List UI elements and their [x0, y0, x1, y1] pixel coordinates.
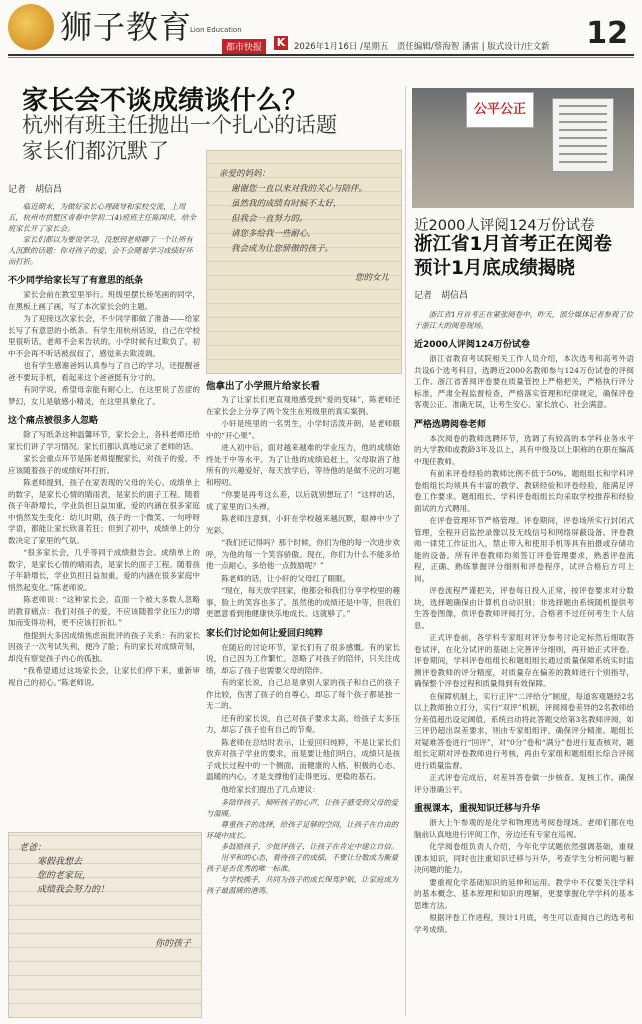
section-title: 狮子教育 — [60, 8, 193, 46]
paragraph: “现在，每天放学回家，他都会和我们分享学校里的趣事，脸上的笑容也多了。虽然他的成绩还是中等，但我们更愿意看到他健康快乐地成长。这就够了。” — [206, 586, 400, 618]
masthead-rule-thin — [8, 57, 634, 58]
paragraph: 他给家长们提出了几点建议： — [221, 784, 320, 794]
note-line: 你的孩子 — [154, 939, 191, 949]
handwritten-note-text — [9, 833, 201, 959]
paragraph: 还有的家长说，自己对孩子要求太高，给孩子太多压力，却忘了孩子也有自己的节奏。 — [206, 713, 400, 734]
note-line: 成绩我会努力的！ — [37, 885, 110, 895]
paragraph: 化学阅卷组负责人介绍，今年化学试题依然强调基础，重视课本知识，同时也注重知识迁移与升华，考查学生分析问题与解决问题的能力。 — [414, 842, 634, 874]
section-heading: 家长们讨论如何让爱回归纯粹 — [206, 628, 324, 639]
paragraph: 进入初中后，面对越来越难的学业压力，他的成绩始终处于中等水平。为了让他的成绩追赶上，父母取消了他所有的兴趣爱好，每天放学后，等待他的是做不完的习题和唠叨。 — [206, 443, 400, 487]
note-line: 您的老家玩， — [37, 871, 92, 881]
lion-logo-icon — [8, 4, 54, 50]
suggestion-list — [206, 797, 400, 896]
paragraph: 根据评卷工作进程，预计1月底，考生可以查阅自己的选考和学考成绩。 — [414, 913, 634, 934]
section-body — [414, 817, 634, 935]
paragraph: 正式评卷前，各学科专家组对评分参考讨论定标然后细取答卷试评，在化分试评的基础上完善评分细则，再开始正式评卷。评卷期间，学科评卷组组长和题组组长通过质量保障系统实时监测评卷教师的评分精度，对质量存在偏差的教师进行个别指导，确保整个评卷过程和质量得到有效保障。 — [414, 633, 634, 688]
paragraph: 陈老师的话，让小轩的父母红了眼眶。 — [221, 573, 351, 583]
note-line: 请您多给我一些耐心， — [231, 229, 317, 239]
lead-paragraph-2: 家长们都以为要说学习，没想到老师聊了一个让所有人沉默的话题：你对孩子的爱，会不会随着学习成绩好坏而打折。 — [8, 235, 193, 266]
main-subhead-line-2: 家长们都沉默了 — [22, 139, 169, 163]
note-line: 我会成为让您骄傲的孩子。 — [231, 244, 334, 254]
suggestion-item: 多陪伴孩子，倾听孩子的心声，让孩子感受到父母的爱与温暖。 — [206, 798, 399, 818]
issue-info: 2026年1月16日 /星期五 责任编辑/蔡海智 潘雷 | 版式设计/庄文新 — [294, 42, 550, 52]
handwritten-note-text — [207, 151, 401, 302]
paragraph: “很多家长会，几乎等同于成绩报告会。成绩单上的数字，是家长心情的晴雨表，是家长的面子工程。随着孩子年龄增长，学业负担日益加重，爱的内涵在很多家庭中悄然起变化。”陈老师说。 — [8, 548, 200, 592]
brand-k-icon: K — [274, 36, 288, 50]
main-byline: 记者 胡信昌 — [8, 185, 63, 195]
section-heading: 严格选聘阅卷老师 — [414, 419, 487, 430]
paragraph: 浙江省教育考试院相关工作人员介绍，本次选考和高考外语共设6个选考科目，选聘近2000名教师参与124万份试卷的评阅工作。浙江省普阅评卷要在质量管控上严格把关，严格执行评分标准，严肃全程监督检查，严格落实管理和纪律规定，确保评卷客观公正、准确无误，让考生安心、家长放心、社会满意。 — [414, 354, 634, 409]
paragraph: 陈老师提到，孩子在家表现的父母的关心、成绩单上的数字，是家长心情的睛雨表，是家长的面子工程。随着孩子年龄增长，学业负担日益加重，爱的内涵在很多家庭中悄然发生变化：幼儿时期，孩子的一个微笑、一句呼呀学语，都能让家长欣喜若狂；但到了初中，成绩单上的分数决定了家里的气氛。 — [8, 478, 200, 545]
suggestion-item: 与学校携手，共同为孩子的成长保驾护航，让家庭成为孩子最温暖的港湾。 — [206, 875, 399, 895]
paragraph: 家长会前在教室里举行。班级里摆长桥笔画的同学，在黑板上画了画，写了本次家长会的主题。 — [8, 290, 200, 311]
section-body — [414, 353, 634, 411]
paragraph: 在随后的讨论环节，家长们有了很多感慨。有的家长说，自己因为工作繁忙，忽略了对孩子的陪伴，只关注成绩，却忘了孩子也需要父母的陪伴。 — [206, 642, 400, 675]
side-byline: 记者 胡信昌 — [414, 291, 469, 301]
paragraph: “你要是再考这么差，以后就别想玩了！”这样的话，成了家里的口头禅。 — [206, 490, 400, 511]
paragraph: 也有学生感谢爸妈认真参与了自己的学习，还提醒爸爸不要玩手机，看起来这个爸爸挺有分寸的。 — [8, 361, 200, 382]
suggestion-item: 用平和的心态，看待孩子的成绩，不要让分数成为衡量孩子是否优秀的唯一标准。 — [206, 853, 399, 873]
paragraph: 要重视化学基础知识的延伸和运用。教学中不仅要关注学科的基本概念、基本原理和知识的理解，更要掌握化学学科的基本思维方法。 — [414, 877, 634, 910]
main-middle-column — [206, 378, 400, 1016]
main-headline: 家长会不谈成绩谈什么？ — [22, 86, 309, 116]
note-line: 您的女儿 — [354, 273, 389, 283]
paragraph: 正式评卷完成后，对差异答卷做一步核查、复核工作。确保评分准确公平。 — [414, 773, 634, 794]
photo-sign: 公平公正 — [466, 92, 534, 128]
main-subhead-line-1: 杭州有班主任抛出一个扎心的话题 — [22, 113, 337, 137]
page-number: 12 — [586, 16, 628, 51]
section-subtitle: Lion Education — [190, 26, 242, 34]
side-headline-line-1: 浙江省1月首考正在阅卷 — [414, 234, 612, 255]
section-body — [206, 642, 400, 796]
section-heading: 重视课本，重视知识迁移与升华 — [414, 804, 541, 814]
lead-paragraph-1: 临近期末，为做好家长心理疏导和家校交流，上周五，杭州市拱墅区青春中学初二(4)班班主任陈国庆，给全班家长开了家长会。 — [8, 202, 196, 233]
note-line: 虽然我的成绩有时候不太好， — [231, 199, 342, 209]
photo-notice-board — [552, 98, 614, 172]
column-divider — [405, 86, 406, 1016]
side-headline-small: 近2000人评阅124万份试卷 — [414, 218, 595, 234]
suggestion-item: 多鼓励孩子，少批评孩子，让孩子在肯定中建立自信。 — [220, 842, 399, 851]
paragraph: 陈老师在总结时表示，让爱回归纯粹，不是让家长们放弃对孩子学业的要求，而是要让他们明白，成绩只是孩子成长过程中的一个侧面，而健康的人格、积极的心态、温暖的内心，才是支撑他们走得更远、更稳的基石。 — [206, 737, 400, 781]
paragraph: 有同学说，希望母亲能有耐心上，在这里说了苦涩的梦幻，女儿是敏感小精灵，在这里具象化了。 — [8, 385, 200, 406]
section-body — [206, 394, 400, 620]
paragraph: 陈老师注意到，小轩在学校越来越沉默，眼神中少了光彩。 — [206, 514, 400, 535]
marking-room-photo — [412, 88, 634, 208]
suggestion-item: 尊重孩子的选择，给孩子足够的空间，让孩子在自由的环境中成长。 — [206, 820, 399, 840]
paragraph: 他提到大多因成绩焦虑而批评的孩子关系：有的家长因孩子一次考试失利，便冷了脸；有的家长对成绩苛刻，却没有察觉孩子内心的孤独。 — [8, 630, 200, 663]
paragraph: 除了写纸条这种温馨环节，家长会上，各科老师还给家长们讲了学习情况。家长们都认真地记录了老师的话。 — [8, 430, 200, 451]
section-body — [8, 289, 200, 407]
side-headline-line-2: 预计1月底成绩揭晓 — [414, 258, 575, 279]
section-body — [8, 429, 200, 688]
paragraph: 为了迎接这次家长会，不少同学都做了准备——给家长写了有意思的小纸条。有学生用杭州话说，自己在学校里很听话，老师不会来告状的。小学时候有过欺负了，初中不会再不听话被叔叔了，感觉来去欺凌调。 — [8, 314, 200, 358]
note-line: 老爸： — [19, 843, 47, 853]
paragraph: 为了让家长们更直观地感受到“爱的变味”，陈老师还在家长会上分享了两个发生在班级里的真实案例。 — [206, 395, 400, 416]
section-heading: 不少同学给家长写了有意思的纸条 — [8, 276, 144, 286]
paragraph: 家长会重点环节是陈老师提醒家长，对孩子的爱，不应该随着孩子的成绩好坏打折。 — [8, 454, 200, 475]
paragraph: 评卷流程严谨把关，评卷每日投入正常，按评卷要求对分数块，选择题确保由计算机自动识别；非选择题由系统随机提供考生答卷图像，供评卷教师评阅打分，合格者不过任何考生个人信息。 — [414, 586, 634, 630]
note-line: 谢谢您一直以来对我的关心与陪伴。 — [231, 184, 368, 194]
masthead-rule — [8, 54, 634, 56]
paragraph: “我希望通过这场家长会，让家长们停下来，重新审视自己的初心。”陈老师说。 — [8, 666, 200, 687]
note-line: 但我会一直努力的。 — [231, 214, 308, 224]
paragraph: 本次阅卷的教师选聘环节，选调了有较高的本学科业务水平的大学教师或教龄3年及以上，具有中级及以上职称的在职在编高中现任教师。 — [414, 433, 634, 466]
section-heading: 他拿出了小学照片给家长看 — [206, 381, 321, 392]
paragraph: 浙大上午参观的是化学和物理选考阅卷现场。老师们都在电脑前认真地进行评阅工作，旁边还有专家在巡视。 — [414, 818, 634, 839]
paragraph: 小轩是班里的一名男生，小学时活泼开朗，是老师眼中的“开心果”。 — [206, 419, 400, 440]
handwritten-note-photo-2 — [8, 832, 202, 1018]
section-heading: 近2000人评阅124万份试卷 — [414, 340, 530, 350]
paragraph: 在保障机制上，实行正评“二评给分”制度，每道客观题经2名以上教师独立打分，实行“双评”机制，评阅阅卷差异的2名教师给分差值超出设定阈值，系统自动将此答题交给第3名教师评阅，如三评仍超出误差要求，则由专家组组评，确保评分精准。题组长对疑难答卷进行“回评”，对“0分”卷和“满分”卷进行复查核对，题组长定期对评卷教师进行考核，再由专家组和题组组长综合评阅进行质量监督。 — [414, 691, 634, 770]
section-heading: 这个痛点被很多人忽略 — [8, 416, 99, 426]
paragraph: 有的家长说，自己总是拿别人家的孩子和自己的孩子作比较，伤害了孩子的自尊心，却忘了每个孩子都是独一无二的。 — [206, 678, 400, 710]
handwritten-note-photo-1 — [206, 150, 402, 374]
section-body — [414, 433, 634, 796]
note-line: 亲爱的妈妈： — [219, 169, 271, 179]
side-lead: 浙江省1月首考正在紧张阅卷中。昨天，部分媒体记者参观了位于浙江大的阅卷现场。 — [414, 310, 634, 330]
brand-badge: 都市快报 — [222, 39, 266, 54]
note-line: 寒假我想去 — [37, 857, 83, 867]
paragraph: “我们还记得吗？那个时候，你们为他的每一次进步欢呼，为他的每一个笑容骄傲。现在，你们为什么不能多给他一点耐心，多给他一点鼓励呢？” — [206, 538, 400, 570]
paragraph: 在评卷管理环节严格管理。评卷期间，评卷场所实行封闭式管理，全程开启监控录像以及无线信号和网络屏蔽设备。评卷教师一律凭工作证出入，禁止带入和使用手机等具有拍摄或存储功能的设备。所有评卷教师均须签订评卷管理要求，熟悉评卷流程，正确、熟练掌握评分细则和评卷程序，试评合格后方可上岗。 — [414, 516, 634, 583]
side-article-body — [414, 288, 634, 1016]
side-headline-big — [414, 233, 612, 281]
paragraph: 有前来评卷经验的教师比例不低于50%。题组组长和学科评卷组组长均须具有丰富的教学、教研经验和评卷经验，能满足评卷工作要求。题组组长、学科评卷组组长均采取学校推荐和经验面试的方式聘用。 — [414, 469, 634, 513]
paragraph: 陈老师说：“这种家长会，直面一个被大多数人忽略的教育痛点：我们对孩子的爱，不应该随着学业压力的增加而变得功利，更不应该打折扣。” — [8, 595, 200, 627]
